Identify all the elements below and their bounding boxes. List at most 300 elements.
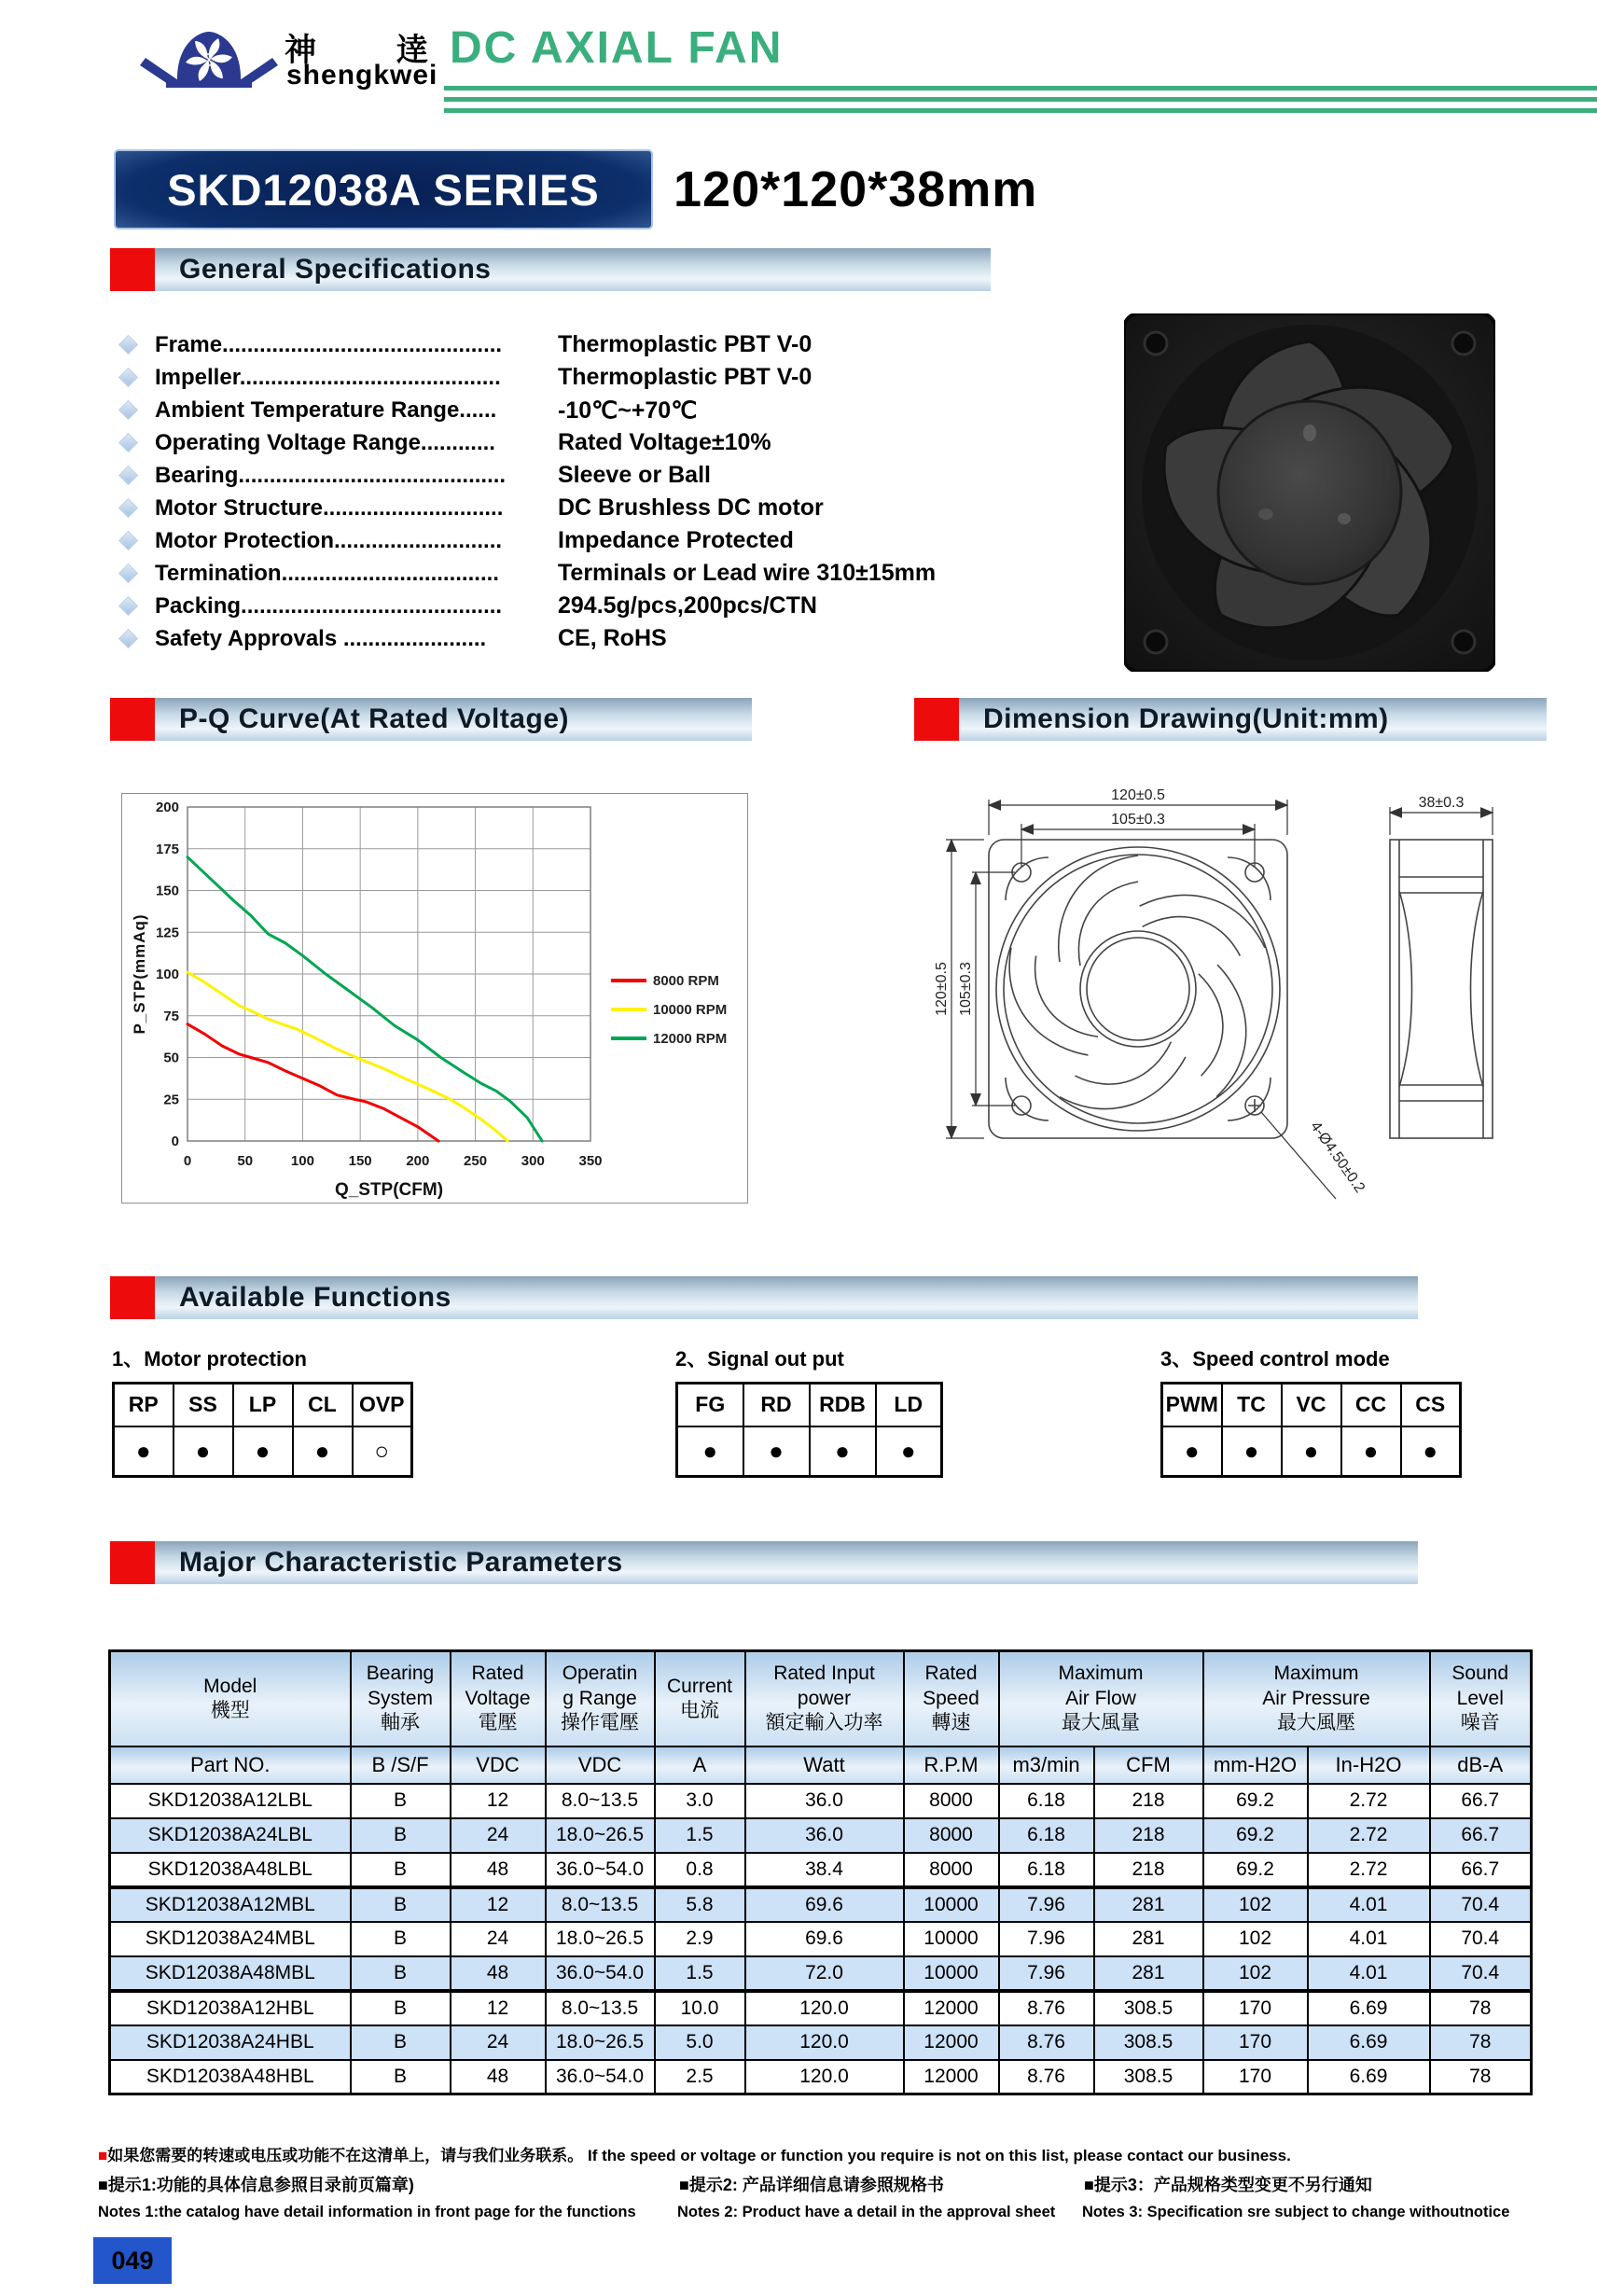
product-line-title: DC AXIAL FAN xyxy=(450,23,784,73)
legend-label: 8000 RPM xyxy=(653,973,719,989)
spec-value: CE, RoHS xyxy=(558,625,667,651)
function-column-label: OVP xyxy=(353,1384,412,1426)
hub-dot-1 xyxy=(1303,424,1316,441)
dim-side-width: 38±0.3 xyxy=(1418,795,1465,811)
table-row xyxy=(110,1784,1532,1818)
footer-tip1-cn: ■提示1:功能的具体信息参照目录前页篇章) xyxy=(98,2176,414,2194)
function-dot: ● xyxy=(677,1426,743,1477)
hub-dot-3 xyxy=(1338,513,1351,524)
brand-rule-1 xyxy=(444,86,1597,90)
param-header-line: 电流 xyxy=(680,1699,719,1721)
param-cell: 4.01 xyxy=(1308,1887,1430,1922)
dimension-drawing xyxy=(933,788,1567,1245)
dim-holes-note: 4-Ø4.50±0.2 xyxy=(1307,1119,1368,1196)
brand-rule-2 xyxy=(444,97,1597,102)
function-column-label: CL xyxy=(293,1384,353,1426)
param-cell: 218 xyxy=(1094,1853,1203,1887)
param-cell: SKD12038A12MBL xyxy=(110,1887,351,1922)
dimension-lines xyxy=(946,800,1493,1199)
function-dot: ● xyxy=(293,1426,353,1477)
param-cell: 2.5 xyxy=(655,2060,745,2094)
function-column-label: VC xyxy=(1282,1384,1341,1426)
param-cell: 308.5 xyxy=(1094,1991,1203,2025)
param-header-cell xyxy=(745,1651,904,1746)
function-header-row xyxy=(677,1384,942,1426)
y-tick-label: 0 xyxy=(171,1134,179,1149)
y-tick-label: 50 xyxy=(163,1050,179,1066)
red-square-marker xyxy=(110,698,155,741)
param-cell: 8000 xyxy=(904,1818,999,1853)
param-cell: 281 xyxy=(1094,1922,1203,1956)
y-tick-label: 150 xyxy=(155,883,179,899)
function-dot: ● xyxy=(114,1426,174,1477)
series-line-10000-rpm xyxy=(187,972,507,1141)
function-dot: ● xyxy=(1341,1426,1401,1477)
param-cell: 120.0 xyxy=(745,2060,904,2094)
param-cell: 69.2 xyxy=(1203,1853,1308,1887)
param-cell: 48 xyxy=(451,1956,546,1991)
param-cell: 8.0~13.5 xyxy=(546,1991,655,2025)
legend-label: 10000 RPM xyxy=(653,1002,728,1018)
param-header-line: Air Pressure xyxy=(1262,1687,1370,1709)
param-cell: B xyxy=(351,1887,451,1922)
param-header-line: 噪音 xyxy=(1460,1711,1500,1733)
x-tick-label: 300 xyxy=(521,1153,545,1169)
param-header-cell xyxy=(451,1651,546,1746)
param-header-line: Rated xyxy=(924,1663,978,1685)
function-dot: ● xyxy=(174,1426,233,1477)
param-cell: SKD12038A24HBL xyxy=(110,2025,351,2060)
param-header-line: Voltage xyxy=(465,1687,531,1709)
footer-contact-note xyxy=(98,2142,1291,2165)
param-cell: 1.5 xyxy=(655,1818,745,1853)
param-units-row xyxy=(110,1746,1532,1784)
fan-product-photo xyxy=(1124,313,1495,676)
diamond-bullet-icon xyxy=(118,433,138,452)
param-header-line: power xyxy=(797,1687,852,1709)
param-cell: SKD12038A12LBL xyxy=(110,1784,351,1818)
red-square-marker xyxy=(110,1541,155,1584)
fan-size: 120*120*38mm xyxy=(674,161,1038,217)
param-header-line: Level xyxy=(1456,1687,1504,1709)
spec-row xyxy=(114,361,1009,394)
param-header-line: 最大風量 xyxy=(1062,1711,1140,1733)
param-cell: 36.0 xyxy=(745,1818,904,1853)
param-cell: 2.9 xyxy=(655,1922,745,1956)
param-cell: B xyxy=(351,1922,451,1956)
param-cell: 18.0~26.5 xyxy=(546,1818,655,1853)
spec-row xyxy=(114,459,1009,492)
spec-label: Frame............................................. xyxy=(155,331,503,357)
param-header-line: Rated xyxy=(471,1663,524,1685)
param-cell: 8.76 xyxy=(999,2060,1094,2094)
param-cell: 48 xyxy=(451,1853,546,1887)
param-cell: 6.18 xyxy=(999,1853,1094,1887)
spec-label: Ambient Temperature Range...... xyxy=(155,397,497,423)
legend-label: 12000 RPM xyxy=(653,1031,728,1047)
function-dot: ● xyxy=(1282,1426,1341,1477)
y-axis-title: P_STP(mmAq) xyxy=(131,913,148,1035)
param-cell: 69.2 xyxy=(1203,1784,1308,1818)
spec-value: Sleeve or Ball xyxy=(558,462,711,488)
param-unit-cell: VDC xyxy=(451,1746,546,1784)
function-dot-row xyxy=(1162,1426,1461,1477)
function-group-title: 3、Speed control mode xyxy=(1160,1347,1390,1371)
general-spec-list xyxy=(114,328,1009,655)
spec-label: Motor Structure............................. xyxy=(155,494,504,521)
param-cell: 170 xyxy=(1203,1991,1308,2025)
param-cell: 218 xyxy=(1094,1818,1203,1853)
param-cell: 24 xyxy=(451,1922,546,1956)
pq-chart-svg xyxy=(122,794,747,1203)
y-tick-label: 25 xyxy=(163,1092,179,1108)
y-tick-label: 100 xyxy=(155,967,179,982)
function-column-label: SS xyxy=(174,1384,233,1426)
param-cell: SKD12038A24LBL xyxy=(110,1818,351,1853)
param-header-line: Maximum xyxy=(1273,1663,1359,1685)
function-column-label: RP xyxy=(114,1384,174,1426)
section-title: Dimension Drawing(Unit:mm) xyxy=(959,698,1547,741)
brand-rule-3 xyxy=(444,108,1597,113)
function-column-label: PWM xyxy=(1162,1384,1222,1426)
param-cell: B xyxy=(351,1818,451,1853)
spec-row xyxy=(114,590,1009,622)
function-column-label: FG xyxy=(677,1384,743,1426)
param-unit-cell: Watt xyxy=(745,1746,904,1784)
spec-row xyxy=(114,426,1009,459)
parameters-table xyxy=(108,1649,1533,2095)
spec-value: -10℃~+70℃ xyxy=(558,397,698,424)
param-cell: 18.0~26.5 xyxy=(546,1922,655,1956)
param-cell: 6.18 xyxy=(999,1818,1094,1853)
function-dot: ● xyxy=(810,1426,876,1477)
footer-contact-en: If the speed or voltage or function you require is not on this list, please contact our business. xyxy=(588,2147,1291,2164)
diamond-bullet-icon xyxy=(118,368,138,387)
param-cell: 5.8 xyxy=(655,1887,745,1922)
function-group xyxy=(112,1343,413,1478)
footer-note2-en: Notes 2: Product have a detail in the approval sheet xyxy=(677,2204,1056,2220)
section-dimension-drawing xyxy=(914,698,1547,741)
spec-label: Motor Protection........................... xyxy=(155,527,503,553)
series-name: SKD12038A SERIES xyxy=(167,164,600,215)
function-column-label: LD xyxy=(876,1384,942,1426)
series-badge xyxy=(114,149,653,230)
param-cell: 6.69 xyxy=(1308,2025,1430,2060)
table-row xyxy=(110,1853,1532,1887)
table-row xyxy=(110,2060,1532,2094)
series-line-8000-rpm xyxy=(187,1024,438,1141)
param-header-line: 操作電壓 xyxy=(561,1711,639,1733)
x-tick-label: 50 xyxy=(237,1153,254,1169)
param-cell: 66.7 xyxy=(1430,1818,1532,1853)
param-cell: 78 xyxy=(1430,2025,1532,2060)
param-unit-cell: R.P.M xyxy=(904,1746,999,1784)
param-cell: 281 xyxy=(1094,1887,1203,1922)
param-cell: 10000 xyxy=(904,1956,999,1991)
function-dot: ● xyxy=(1401,1426,1461,1477)
param-cell: 36.0~54.0 xyxy=(546,2060,655,2094)
param-cell: 70.4 xyxy=(1430,1956,1532,1991)
spec-row xyxy=(114,622,1009,655)
param-cell: 2.72 xyxy=(1308,1853,1430,1887)
param-tbody xyxy=(110,1784,1532,2094)
table-row xyxy=(110,1887,1532,1922)
param-cell: 120.0 xyxy=(745,2025,904,2060)
param-cell: 12 xyxy=(451,1784,546,1818)
param-header-cell xyxy=(110,1651,351,1746)
param-cell: 24 xyxy=(451,2025,546,2060)
dim-left-outer: 120±0.5 xyxy=(934,962,950,1016)
table-row xyxy=(110,1818,1532,1853)
param-cell: 70.4 xyxy=(1430,1887,1532,1922)
param-thead xyxy=(110,1651,1532,1784)
footer-tip3-cn: ■提示3：产品规格类型变更不另行通知 xyxy=(1084,2176,1372,2194)
dim-top-outer: 120±0.5 xyxy=(1111,788,1165,803)
param-header-line: Air Flow xyxy=(1065,1687,1136,1709)
param-cell: 7.96 xyxy=(999,1922,1094,1956)
dim-top-inner: 105±0.3 xyxy=(1111,812,1165,828)
spec-value: Terminals or Lead wire 310±15mm xyxy=(558,560,937,586)
param-cell: 36.0~54.0 xyxy=(546,1956,655,1991)
dim-left-inner: 105±0.3 xyxy=(958,962,974,1016)
param-cell: 7.96 xyxy=(999,1887,1094,1922)
front-view xyxy=(987,840,1287,1144)
param-header-line: g Range xyxy=(562,1687,637,1709)
param-cell: SKD12038A48MBL xyxy=(110,1956,351,1991)
param-cell: 4.01 xyxy=(1308,1956,1430,1991)
param-cell: 12 xyxy=(451,1991,546,2025)
param-header-row xyxy=(110,1651,1532,1746)
param-header-line: Model xyxy=(203,1675,257,1697)
param-cell: 308.5 xyxy=(1094,2060,1203,2094)
spec-value: Impedance Protected xyxy=(558,527,794,553)
function-header-row xyxy=(1162,1384,1461,1426)
param-cell: B xyxy=(351,1853,451,1887)
function-dot-row xyxy=(114,1426,412,1477)
param-header-line: Rated Input xyxy=(773,1663,875,1685)
param-cell: 18.0~26.5 xyxy=(546,2025,655,2060)
param-header-cell xyxy=(999,1651,1203,1746)
spec-label: Operating Voltage Range............ xyxy=(155,429,495,455)
section-title: P-Q Curve(At Rated Voltage) xyxy=(155,698,752,741)
spec-label: Termination................................... xyxy=(155,560,499,586)
x-tick-label: 200 xyxy=(406,1153,430,1169)
function-column-label: LP xyxy=(233,1384,293,1426)
param-cell: 8.76 xyxy=(999,1991,1094,2025)
spec-label: Packing.......................................... xyxy=(155,592,503,619)
param-cell: 2.72 xyxy=(1308,1784,1430,1818)
param-header-line: 機型 xyxy=(210,1699,250,1721)
param-cell: 281 xyxy=(1094,1956,1203,1991)
param-cell: 48 xyxy=(451,2060,546,2094)
diamond-bullet-icon xyxy=(118,564,138,583)
param-cell: B xyxy=(351,1991,451,2025)
param-header-line: 額定輸入功率 xyxy=(765,1711,883,1733)
y-tick-label: 200 xyxy=(155,800,179,815)
spec-value: Thermoplastic PBT V-0 xyxy=(558,364,812,390)
param-cell: 218 xyxy=(1094,1784,1203,1818)
x-tick-label: 250 xyxy=(464,1153,488,1169)
red-bullet: ■ xyxy=(98,2147,108,2164)
param-cell: 3.0 xyxy=(655,1784,745,1818)
function-column-label: TC xyxy=(1222,1384,1282,1426)
red-square-marker xyxy=(914,698,959,741)
brand-english-name: shengkwei xyxy=(286,60,438,90)
spec-value: Thermoplastic PBT V-0 xyxy=(558,331,812,357)
param-cell: 4.01 xyxy=(1308,1922,1430,1956)
function-dot: ● xyxy=(743,1426,810,1477)
x-axis-title: Q_STP(CFM) xyxy=(334,1180,444,1200)
param-unit-cell: VDC xyxy=(546,1746,655,1784)
footer-note3-en: Notes 3: Specification sre subject to change withoutnotice xyxy=(1082,2204,1510,2220)
function-column-label: CC xyxy=(1341,1384,1401,1426)
param-cell: 24 xyxy=(451,1818,546,1853)
param-cell: 5.0 xyxy=(655,2025,745,2060)
function-column-label: RD xyxy=(743,1384,810,1426)
param-cell: 12000 xyxy=(904,1991,999,2025)
param-cell: 66.7 xyxy=(1430,1784,1532,1818)
page-number: 049 xyxy=(111,2246,154,2275)
param-cell: B xyxy=(351,1784,451,1818)
param-cell: B xyxy=(351,2025,451,2060)
param-cell: 0.8 xyxy=(655,1853,745,1887)
brand-cn-char2: 逹 xyxy=(396,33,428,68)
section-title: Available Functions xyxy=(155,1276,1418,1319)
diamond-bullet-icon xyxy=(118,596,138,616)
diamond-bullet-icon xyxy=(118,335,138,355)
spec-row xyxy=(114,557,1009,590)
param-cell: SKD12038A48LBL xyxy=(110,1853,351,1887)
param-cell: SKD12038A12HBL xyxy=(110,1991,351,2025)
section-pq-curve xyxy=(110,698,752,741)
param-cell: 102 xyxy=(1203,1956,1308,1991)
param-cell: 8000 xyxy=(904,1853,999,1887)
param-header-cell xyxy=(1430,1651,1532,1746)
param-cell: B xyxy=(351,2060,451,2094)
x-tick-label: 0 xyxy=(183,1153,192,1169)
param-cell: 10000 xyxy=(904,1922,999,1956)
param-header-line: 軸承 xyxy=(381,1711,420,1733)
section-title: General Specifications xyxy=(155,248,991,291)
y-tick-label: 75 xyxy=(163,1008,179,1024)
table-row xyxy=(110,1956,1532,1991)
param-cell: 8.0~13.5 xyxy=(546,1784,655,1818)
param-cell: 170 xyxy=(1203,2060,1308,2094)
hub-dot-2 xyxy=(1258,508,1273,520)
brand-cn-char1: 神 xyxy=(285,33,316,68)
function-dot: ○ xyxy=(353,1426,412,1477)
param-cell: 308.5 xyxy=(1094,2025,1203,2060)
footer-note1-en: Notes 1:the catalog have detail information in front page for the functions xyxy=(98,2204,636,2220)
param-cell: 12000 xyxy=(904,2060,999,2094)
section-major-parameters xyxy=(110,1541,1418,1584)
param-header-line: 電壓 xyxy=(478,1711,518,1733)
table-row xyxy=(110,1922,1532,1956)
spec-label: Impeller.......................................... xyxy=(155,364,501,390)
param-cell: SKD12038A24MBL xyxy=(110,1922,351,1956)
spec-label: Safety Approvals ....................... xyxy=(155,625,487,651)
x-tick-label: 100 xyxy=(290,1153,314,1169)
param-cell: SKD12038A48HBL xyxy=(110,2060,351,2094)
spec-row xyxy=(114,492,1009,524)
param-header-line: Bearing xyxy=(366,1663,435,1685)
diamond-bullet-icon xyxy=(118,531,138,550)
param-cell: 8.76 xyxy=(999,2025,1094,2060)
spec-row xyxy=(114,394,1009,426)
section-title: Major Characteristic Parameters xyxy=(155,1541,1418,1584)
param-header-line: Sound xyxy=(1451,1663,1509,1685)
spec-row xyxy=(114,524,1009,557)
function-dot: ● xyxy=(1222,1426,1282,1477)
param-header-cell xyxy=(904,1651,999,1746)
param-cell: 36.0~54.0 xyxy=(546,1853,655,1887)
param-cell: 10.0 xyxy=(655,1991,745,2025)
param-unit-cell: B /S/F xyxy=(351,1746,451,1784)
param-cell: 12000 xyxy=(904,2025,999,2060)
spec-value: 294.5g/pcs,200pcs/CTN xyxy=(558,592,817,619)
function-table xyxy=(1160,1382,1462,1478)
param-header-line: Speed xyxy=(923,1687,979,1709)
param-cell: 10000 xyxy=(904,1887,999,1922)
function-table xyxy=(112,1382,413,1478)
param-cell: 8.0~13.5 xyxy=(546,1887,655,1922)
red-square-marker xyxy=(110,248,155,291)
diamond-bullet-icon xyxy=(118,498,138,518)
spec-value: Rated Voltage±10% xyxy=(558,429,771,455)
param-unit-cell: m3/min xyxy=(999,1746,1094,1784)
spec-row xyxy=(114,328,1009,361)
series-line-12000-rpm xyxy=(187,857,542,1141)
function-group-title: 2、Signal out put xyxy=(675,1347,844,1371)
param-cell: 2.72 xyxy=(1308,1818,1430,1853)
param-header-cell xyxy=(546,1651,655,1746)
pq-curve-chart xyxy=(121,793,748,1204)
function-header-row xyxy=(114,1384,412,1426)
param-cell: 38.4 xyxy=(745,1853,904,1887)
param-cell: 102 xyxy=(1203,1887,1308,1922)
function-group xyxy=(675,1343,943,1478)
param-cell: 6.69 xyxy=(1308,1991,1430,2025)
param-header-cell xyxy=(1203,1651,1430,1746)
diamond-bullet-icon xyxy=(118,466,138,485)
param-cell: 170 xyxy=(1203,2025,1308,2060)
function-group xyxy=(1160,1343,1462,1478)
param-cell: 66.7 xyxy=(1430,1853,1532,1887)
footer-tip2-cn: ■提示2: 产品详细信息请参照规格书 xyxy=(679,2176,944,2194)
brand-logo-icon xyxy=(138,22,280,102)
diamond-bullet-icon xyxy=(118,400,138,420)
function-dot-row xyxy=(677,1426,942,1477)
param-header-line: 最大風壓 xyxy=(1277,1711,1356,1733)
param-cell: 7.96 xyxy=(999,1956,1094,1991)
param-cell: 36.0 xyxy=(745,1784,904,1818)
param-cell: 6.18 xyxy=(999,1784,1094,1818)
section-general-specifications xyxy=(110,248,991,291)
param-cell: 120.0 xyxy=(745,1991,904,2025)
param-header-line: Maximum xyxy=(1058,1663,1144,1685)
param-cell: 8000 xyxy=(904,1784,999,1818)
diamond-bullet-icon xyxy=(118,629,138,648)
x-tick-label: 150 xyxy=(348,1153,372,1169)
param-cell: B xyxy=(351,1956,451,1991)
side-view xyxy=(1390,840,1493,1138)
function-dot: ● xyxy=(1162,1426,1222,1477)
table-row xyxy=(110,1991,1532,2025)
function-dot: ● xyxy=(876,1426,942,1477)
param-cell: 6.69 xyxy=(1308,2060,1430,2094)
param-cell: 69.6 xyxy=(745,1887,904,1922)
logo-base xyxy=(166,82,252,88)
